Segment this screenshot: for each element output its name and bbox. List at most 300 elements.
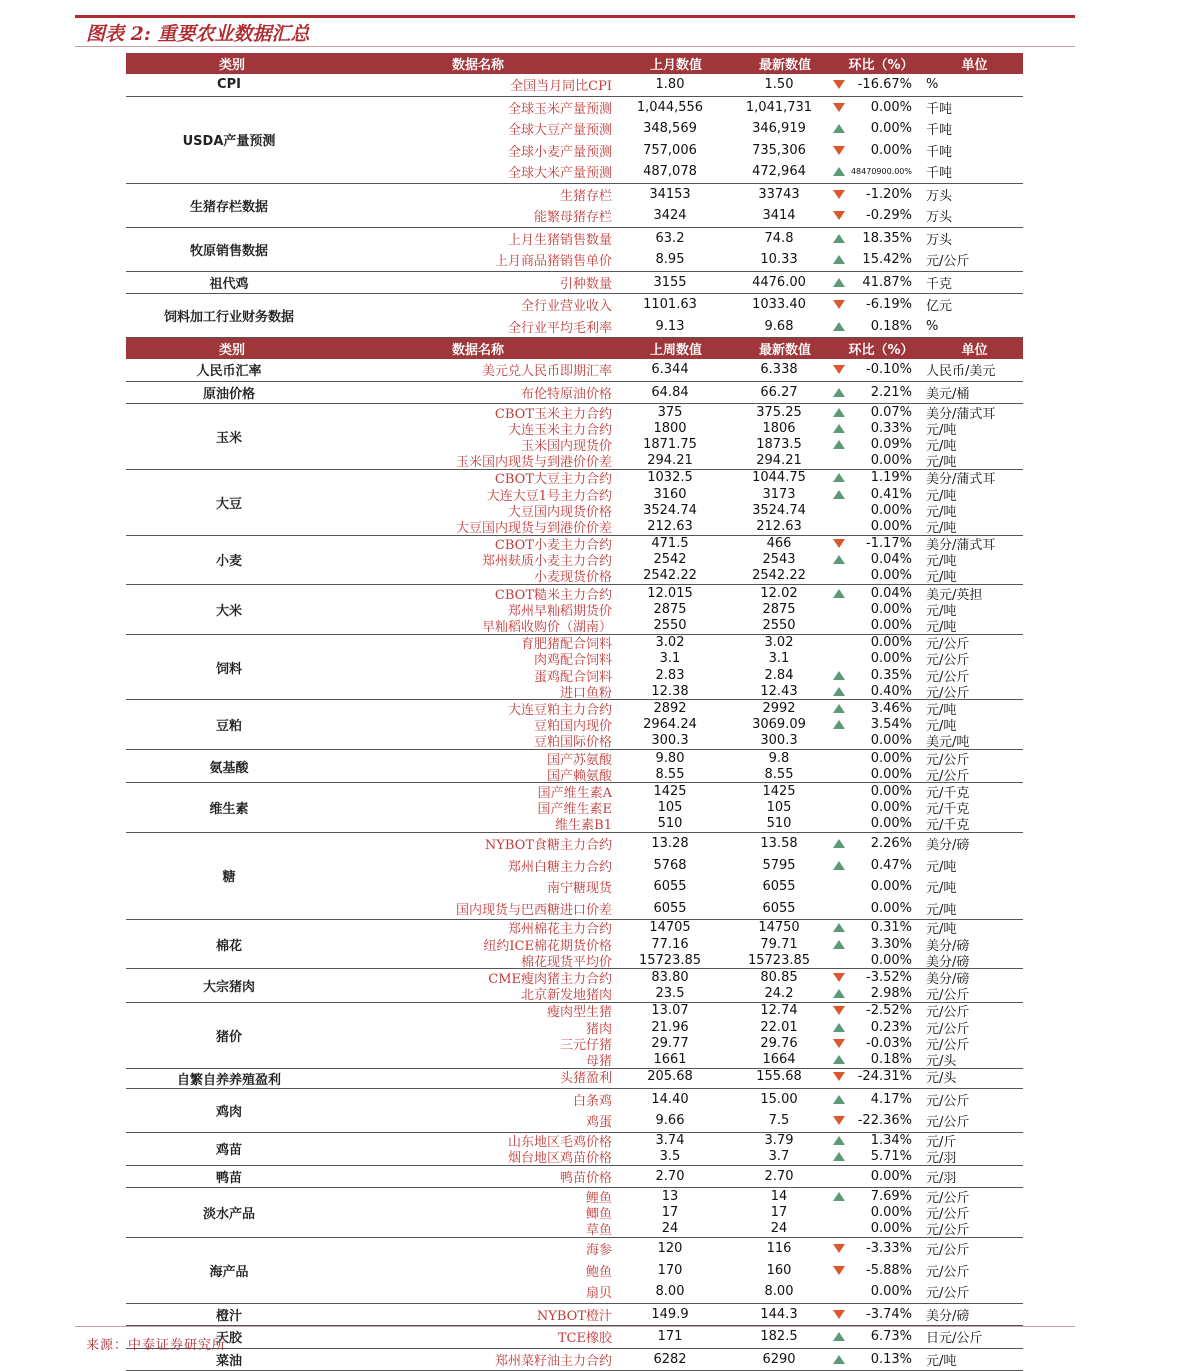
category-rows (332, 1326, 1023, 1348)
down-triangle-icon (830, 1072, 848, 1081)
previous-value: 205.68 (647, 1069, 693, 1085)
unit-label: % (926, 77, 939, 93)
category-label: 人民币汇率 (196, 364, 262, 380)
latest-value: 1806 (762, 420, 796, 436)
latest-value: 1.50 (764, 77, 794, 93)
table-row (332, 1051, 1023, 1067)
previous-value: 294.21 (647, 453, 693, 469)
latest-value: 2542.22 (752, 568, 806, 584)
category-group (126, 1133, 1023, 1166)
table-row (332, 568, 1023, 584)
change-cell (830, 1284, 920, 1299)
change-percent: 4.17% (870, 1091, 912, 1107)
change-percent: 0.13% (870, 1351, 912, 1367)
previous-value: 29.77 (651, 1035, 689, 1051)
category-rows (332, 184, 1023, 227)
previous-value: 2.70 (655, 1169, 685, 1185)
category-group (126, 97, 1023, 184)
indicator-name: 头猪盈利 (559, 1071, 612, 1087)
indicator-name: 郑州棉花主力合约 (507, 922, 612, 938)
latest-value: 12.74 (760, 1003, 798, 1019)
previous-value: 15723.85 (638, 952, 702, 968)
table-row (332, 453, 1023, 469)
table-row (332, 1110, 1023, 1132)
indicator-name: 蛋鸡配合饲料 (533, 669, 612, 685)
up-triangle-icon (830, 704, 848, 713)
indicator-name: 三元仔猪 (559, 1037, 612, 1053)
indicator-name: 棉花现货平均价 (520, 954, 612, 970)
unit-label: 美分/磅 (926, 1308, 970, 1324)
unit-label: 美分/磅 (926, 938, 970, 954)
category-rows (332, 470, 1023, 535)
change-percent: 0.31% (870, 920, 912, 936)
change-percent: 0.09% (870, 436, 912, 452)
table-row (332, 436, 1023, 452)
latest-value: 3524.74 (752, 502, 806, 518)
change-percent: 2.26% (870, 836, 912, 852)
latest-value: 1033.40 (752, 297, 806, 313)
unit-label: 元/吨 (926, 455, 957, 471)
category-group (126, 1238, 1023, 1304)
unit-label: 元/吨 (926, 719, 957, 735)
change-percent: -0.10% (866, 362, 912, 378)
change-cell (830, 552, 920, 567)
change-cell (830, 143, 920, 158)
up-triangle-icon (830, 440, 848, 449)
category-label: 天胶 (215, 1331, 242, 1347)
unit-label: 元/吨 (926, 504, 957, 520)
up-triangle-icon (830, 923, 848, 932)
category-group (126, 404, 1023, 470)
table-row (332, 118, 1023, 140)
indicator-name: 国产赖氨酸 (546, 768, 612, 784)
change-percent: 0.00% (870, 800, 912, 816)
unit-label: 元/公斤 (926, 1191, 970, 1207)
indicator-name: CME瘦肉猪主力合约 (488, 972, 612, 988)
down-triangle-icon (830, 300, 848, 309)
category-label: 维生素 (209, 802, 249, 818)
unit-label: 元/千克 (926, 802, 970, 818)
latest-value: 9.68 (764, 318, 794, 334)
up-triangle-icon (830, 124, 848, 133)
category-rows (332, 1349, 1023, 1371)
table-row (332, 816, 1023, 832)
up-triangle-icon (830, 1332, 848, 1341)
up-triangle-icon (830, 1055, 848, 1064)
previous-value: 3424 (653, 208, 687, 224)
previous-value: 2542 (653, 552, 687, 568)
unit-label: 元/吨 (926, 488, 957, 504)
table-row (332, 1035, 1023, 1051)
latest-value: 472,964 (752, 164, 806, 180)
category-rows (332, 1166, 1023, 1188)
change-percent: -5.88% (866, 1262, 912, 1278)
previous-value: 487,078 (643, 164, 697, 180)
previous-value: 2875 (653, 601, 687, 617)
header-cell: 类别 (218, 58, 245, 73)
change-cell (830, 319, 920, 334)
up-triangle-icon (830, 687, 848, 696)
header-cell: 最新数值 (758, 58, 811, 73)
indicator-name: 大连大豆1号主力合约 (486, 488, 612, 504)
change-cell (830, 275, 920, 290)
table-row (332, 518, 1023, 534)
indicator-name: 鲍鱼 (585, 1264, 612, 1280)
previous-value: 2.83 (655, 667, 685, 683)
previous-value: 13 (661, 1189, 679, 1205)
down-triangle-icon (830, 190, 848, 199)
indicator-name: 郑州白糖主力合约 (507, 859, 612, 875)
indicator-name: 全球大豆产量预测 (507, 123, 612, 139)
category-group (126, 750, 1023, 783)
unit-label: 元/公斤 (926, 988, 970, 1004)
latest-value: 33743 (758, 186, 800, 202)
table-row (332, 1003, 1023, 1019)
down-triangle-icon (830, 80, 848, 89)
unit-label: 美元/吨 (926, 735, 970, 751)
change-cell (830, 953, 920, 968)
previous-value: 1.80 (655, 77, 685, 93)
table-row (332, 359, 1023, 381)
latest-value: 155.68 (756, 1069, 802, 1085)
indicator-name: 引种数量 (559, 276, 612, 292)
change-cell (830, 487, 920, 502)
latest-value: 3414 (762, 208, 796, 224)
change-cell (830, 816, 920, 831)
latest-value: 6055 (762, 900, 796, 916)
unit-label: 美分/蒲式耳 (926, 406, 996, 422)
up-triangle-icon (830, 555, 848, 564)
change-percent: 0.00% (870, 142, 912, 158)
category-rows (332, 635, 1023, 700)
change-percent: 0.00% (870, 1221, 912, 1237)
change-percent: 5.71% (870, 1149, 912, 1165)
previous-value: 6055 (653, 879, 687, 895)
unit-label: 元/公斤 (926, 1021, 970, 1037)
category-rows (332, 1089, 1023, 1132)
table-row (332, 1205, 1023, 1221)
change-percent: 3.46% (870, 700, 912, 716)
previous-value: 2550 (653, 618, 687, 634)
change-percent: 0.00% (870, 601, 912, 617)
category-rows (332, 97, 1023, 183)
change-cell (830, 879, 920, 894)
change-cell (830, 668, 920, 683)
change-cell (830, 733, 920, 748)
unit-label: 万头 (926, 188, 953, 204)
category-group (126, 920, 1023, 970)
up-triangle-icon (830, 255, 848, 264)
previous-value: 3155 (653, 274, 687, 290)
table-row (332, 1188, 1023, 1207)
category-group (126, 272, 1023, 295)
change-cell (830, 651, 920, 666)
table-row (332, 1221, 1023, 1237)
category-group (126, 1349, 1023, 1371)
change-percent: 15.42% (862, 252, 912, 268)
previous-value: 171 (657, 1329, 683, 1345)
previous-value: 9.13 (655, 318, 685, 334)
change-percent: 2.98% (870, 986, 912, 1002)
previous-value: 1871.75 (643, 436, 697, 452)
latest-value: 15.00 (760, 1091, 798, 1107)
category-rows (332, 1133, 1023, 1165)
previous-value: 13.07 (651, 1003, 689, 1019)
change-percent: -2.52% (866, 1003, 912, 1019)
change-percent: 3.54% (870, 717, 912, 733)
change-percent: -1.20% (866, 186, 912, 202)
table-row (332, 74, 1023, 96)
up-triangle-icon (830, 861, 848, 870)
table-row (332, 249, 1023, 271)
change-percent: 0.23% (870, 1019, 912, 1035)
category-label: CPI (217, 77, 241, 93)
change-percent: 48470900.00% (850, 167, 912, 177)
change-cell (830, 920, 920, 935)
change-cell (830, 937, 920, 952)
up-triangle-icon (830, 490, 848, 499)
change-cell (830, 1092, 920, 1107)
change-percent: 1.19% (870, 470, 912, 486)
indicator-name: 海参 (585, 1243, 612, 1259)
indicator-name: 豆粕国内现价 (533, 719, 612, 735)
change-cell (830, 297, 920, 312)
category-label: 牧原销售数据 (189, 243, 268, 259)
change-percent: 0.00% (870, 750, 912, 766)
change-percent: 0.00% (870, 733, 912, 749)
down-triangle-icon (830, 1039, 848, 1048)
unit-label: 元/吨 (926, 438, 957, 454)
unit-label: 元/公斤 (926, 1223, 970, 1239)
latest-value: 116 (766, 1241, 792, 1257)
change-percent: -24.31% (857, 1069, 912, 1085)
previous-value: 13.28 (651, 836, 689, 852)
table-row (332, 552, 1023, 568)
indicator-name: 鸭苗价格 (559, 1171, 612, 1187)
previous-value: 105 (657, 800, 683, 816)
latest-value: 2.70 (764, 1169, 794, 1185)
indicator-name: 育肥猪配合饲料 (520, 637, 612, 653)
table-row (332, 750, 1023, 766)
category-rows (332, 228, 1023, 271)
previous-value: 1032.5 (647, 470, 693, 486)
up-triangle-icon (830, 839, 848, 848)
table-row (332, 969, 1023, 988)
up-triangle-icon (830, 1136, 848, 1145)
table-row (332, 667, 1023, 683)
up-triangle-icon (830, 424, 848, 433)
change-cell (830, 187, 920, 202)
latest-value: 13.58 (760, 836, 798, 852)
change-cell (830, 784, 920, 799)
indicator-name: 全国当月同比CPI (510, 79, 612, 95)
latest-value: 105 (766, 800, 792, 816)
previous-value: 8.00 (655, 1284, 685, 1300)
latest-value: 10.33 (760, 252, 798, 268)
indicator-name: 美元兑人民币即期汇率 (481, 364, 612, 380)
previous-value: 348,569 (643, 121, 697, 137)
down-triangle-icon (830, 539, 848, 548)
unit-label: 元/公斤 (926, 1264, 970, 1280)
unit-label: 亿元 (926, 299, 953, 315)
category-group (126, 1326, 1023, 1349)
category-label: 棉花 (215, 938, 242, 954)
change-cell (830, 385, 920, 400)
previous-value: 2542.22 (643, 568, 697, 584)
change-percent: 0.00% (870, 1284, 912, 1300)
change-percent: 0.00% (870, 766, 912, 782)
category-rows (332, 969, 1023, 1004)
unit-label: 元/公斤 (926, 1115, 970, 1131)
table-row (332, 717, 1023, 733)
change-cell (830, 503, 920, 518)
category-label: 糖 (222, 870, 236, 886)
up-triangle-icon (830, 989, 848, 998)
agri-data-table (126, 53, 1023, 1371)
latest-value: 3173 (762, 486, 796, 502)
table-row (332, 272, 1023, 294)
previous-value: 1,044,556 (636, 99, 704, 115)
unit-label: 万头 (926, 232, 953, 248)
change-cell (830, 602, 920, 617)
latest-value: 12.02 (760, 585, 798, 601)
unit-label: 美元/桶 (926, 386, 970, 402)
change-cell (830, 1069, 920, 1084)
latest-value: 212.63 (756, 518, 802, 534)
previous-value: 212.63 (647, 518, 693, 534)
table-row (332, 1166, 1023, 1188)
previous-value: 1425 (653, 783, 687, 799)
category-label: 祖代鸡 (209, 276, 249, 292)
change-percent: 2.21% (870, 384, 912, 400)
change-percent: -16.67% (857, 77, 912, 93)
unit-label: 万头 (926, 210, 953, 226)
unit-label: 美分/蒲式耳 (926, 472, 996, 488)
latest-value: 24.2 (764, 986, 794, 1002)
table-row (332, 1149, 1023, 1165)
indicator-name: 上月生猪销售数量 (507, 232, 612, 248)
category-label: 自繁自养养殖盈利 (176, 1072, 281, 1088)
unit-label: 元/吨 (926, 902, 957, 918)
category-rows (332, 1188, 1023, 1237)
change-cell (830, 635, 920, 650)
down-triangle-icon (830, 1006, 848, 1015)
unit-label: 元/千克 (926, 818, 970, 834)
category-group (126, 1304, 1023, 1327)
change-cell (830, 405, 920, 420)
change-percent: 0.00% (870, 453, 912, 469)
change-cell (830, 1352, 920, 1367)
category-rows (332, 1238, 1023, 1303)
latest-value: 14750 (758, 920, 800, 936)
category-label: 生猪存栏数据 (189, 199, 268, 215)
category-label: 饲料 (215, 661, 242, 677)
indicator-name: 大豆国内现货与到港价价差 (455, 520, 612, 536)
indicator-name: CBOT玉米主力合约 (494, 406, 612, 422)
table-row (332, 404, 1023, 420)
indicator-name: 北京新发地猪肉 (520, 988, 612, 1004)
latest-value: 8.00 (764, 1284, 794, 1300)
indicator-name: 玉米国内现货价 (520, 438, 612, 454)
category-rows (332, 1304, 1023, 1326)
table-row (332, 617, 1023, 636)
indicator-name: 小麦现货价格 (533, 570, 612, 586)
latest-value: 3.1 (768, 651, 790, 667)
indicator-name: 早籼稻收购价（湖南） (481, 620, 612, 636)
change-cell (830, 701, 920, 716)
unit-label: 美分/磅 (926, 972, 970, 988)
category-group (126, 783, 1023, 833)
top-rule (75, 15, 1075, 18)
change-percent: 0.00% (870, 568, 912, 584)
category-rows (332, 750, 1023, 782)
unit-label: 美分/磅 (926, 838, 970, 854)
category-group (126, 294, 1023, 338)
change-cell (830, 421, 920, 436)
category-group (126, 1188, 1023, 1238)
table-row (332, 316, 1023, 338)
unit-label: 美分/蒲式耳 (926, 538, 996, 554)
table-row (332, 97, 1023, 119)
change-percent: 0.41% (870, 486, 912, 502)
indicator-name: 郑州早籼稻期货价 (507, 603, 612, 619)
indicator-name: 进口鱼粉 (559, 685, 612, 701)
indicator-name: 国产苏氨酸 (546, 752, 612, 768)
change-percent: 0.00% (870, 618, 912, 634)
change-percent: 0.00% (870, 1169, 912, 1185)
indicator-name: 能繁母猪存栏 (533, 210, 612, 226)
latest-value: 17 (770, 1205, 788, 1221)
unit-label: 元/羽 (926, 1171, 957, 1187)
header-cell: 单位 (961, 343, 988, 358)
up-triangle-icon (830, 1095, 848, 1104)
table-row (332, 1304, 1023, 1326)
category-label: 鸡苗 (215, 1143, 242, 1159)
unit-label: 元/公斤 (926, 254, 970, 270)
change-percent: -3.74% (866, 1306, 912, 1322)
change-cell (830, 1221, 920, 1236)
indicator-name: 大连豆粕主力合约 (507, 702, 612, 718)
change-cell (830, 970, 920, 985)
change-cell (830, 1205, 920, 1220)
previous-value: 3160 (653, 486, 687, 502)
unit-label: 元/头 (926, 1071, 957, 1087)
unit-label: 元/吨 (926, 922, 957, 938)
category-rows (332, 1069, 1023, 1088)
change-cell (830, 836, 920, 851)
indicator-name: 鲫鱼 (585, 1207, 612, 1223)
change-percent: 0.00% (870, 502, 912, 518)
category-rows (332, 585, 1023, 634)
previous-value: 6055 (653, 900, 687, 916)
change-percent: 6.73% (870, 1329, 912, 1345)
up-triangle-icon (830, 1355, 848, 1364)
previous-value: 23.5 (655, 986, 685, 1002)
indicator-name: 大豆国内现货价格 (507, 504, 612, 520)
change-cell (830, 618, 920, 633)
category-group (126, 74, 1023, 97)
table-header (126, 53, 1023, 74)
previous-value: 6.344 (651, 362, 689, 378)
latest-value: 6055 (762, 879, 796, 895)
change-cell (830, 1263, 920, 1278)
unit-label: 元/吨 (926, 881, 957, 897)
category-label: 大豆 (215, 496, 242, 512)
indicator-name: CBOT大豆主力合约 (494, 472, 612, 488)
previous-value: 14.40 (651, 1091, 689, 1107)
category-rows (332, 74, 1023, 96)
indicator-name: 上月商品猪销售单价 (494, 254, 612, 270)
